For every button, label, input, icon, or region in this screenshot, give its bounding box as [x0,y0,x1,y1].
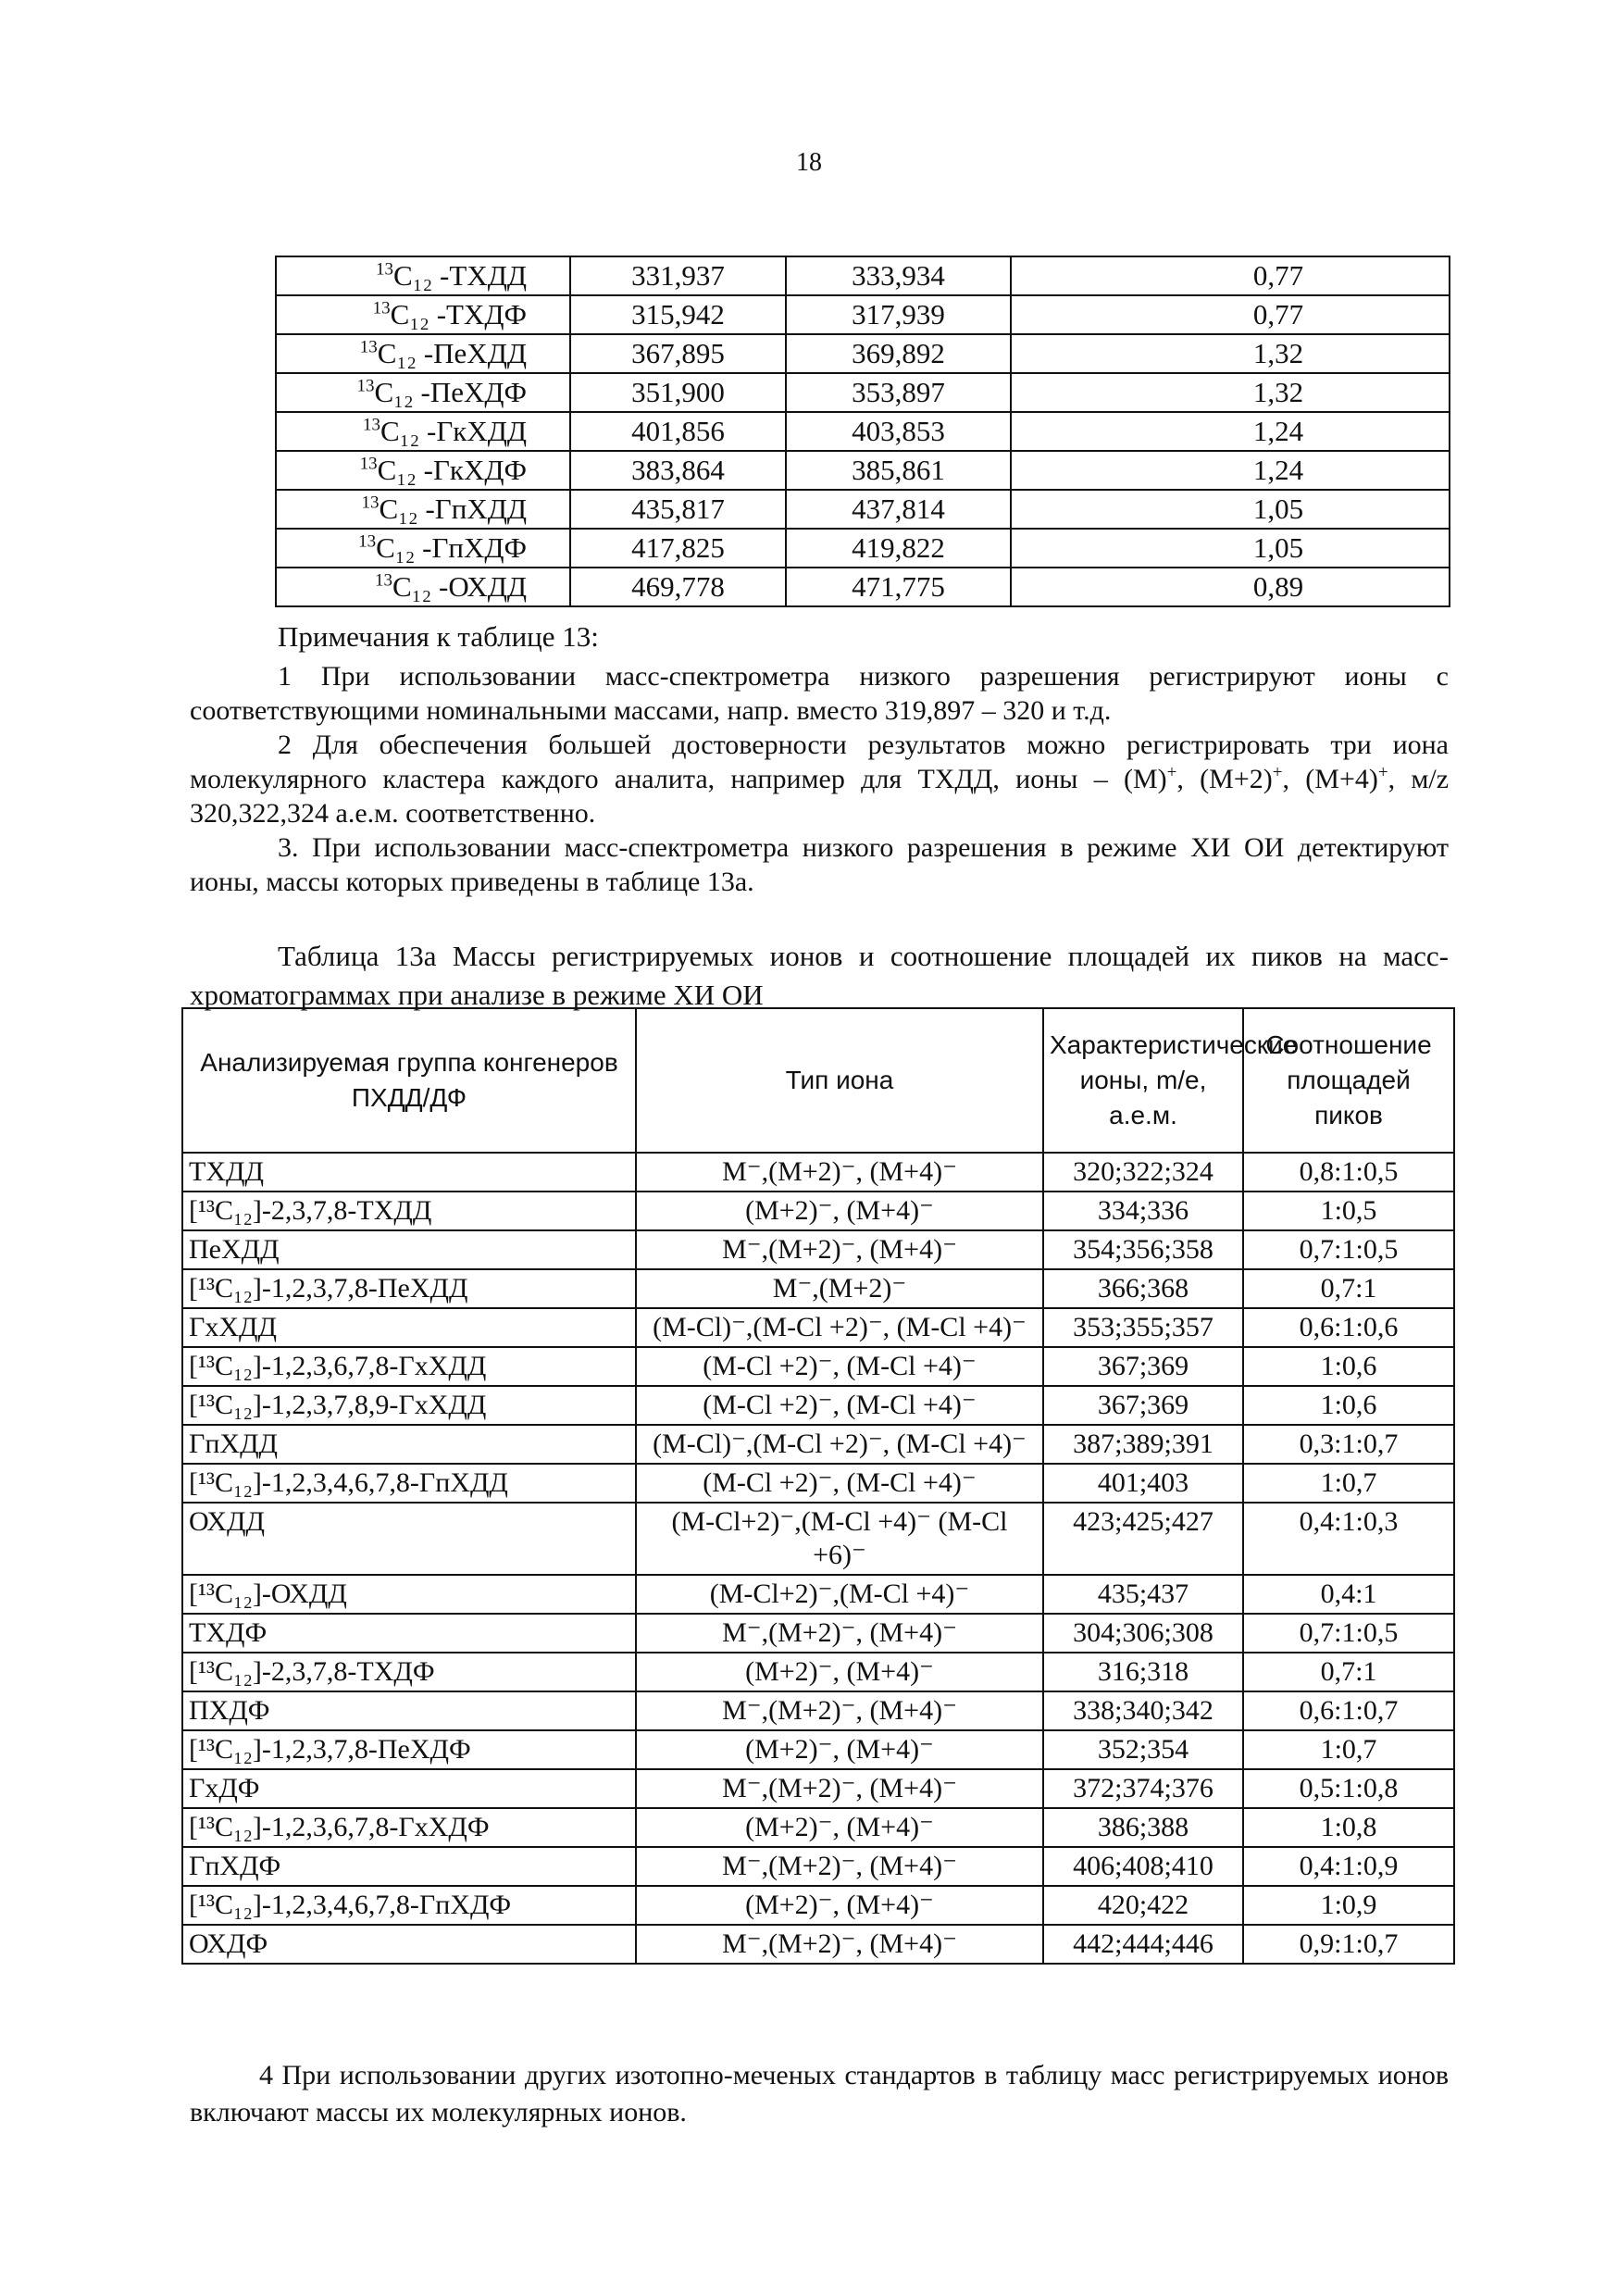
ratio-cell: 0,4:1 [1243,1575,1454,1614]
note-1: 1 При использовании масс-спектрометра низкого разрешения регистрируют ионы с соответствующими номинальными массами, напр. вместо 319,897 – 320 и т.д. [190,661,1449,726]
ratio-cell: 1:0,9 [1243,1886,1454,1925]
mass1-cell: 367,895 [570,334,786,373]
group-cell: [¹³C₁₂]-2,3,7,8-ТХДД [182,1192,636,1230]
group-cell: ГпХДФ [182,1847,636,1886]
group-cell: [¹³C₁₂]-1,2,3,4,6,7,8-ГпХДД [182,1464,636,1503]
group-cell: ПХДФ [182,1691,636,1730]
ratio-cell: 1:0,7 [1243,1730,1454,1769]
table-row [182,1847,1454,1886]
table-row [182,1269,1454,1308]
ions-cell: 423;425;427 [1043,1503,1243,1575]
group-cell: [¹³C₁₂]-1,2,3,6,7,8-ГхХДФ [182,1808,636,1847]
ion-type-cell: М⁻,(М+2)⁻ [636,1269,1043,1308]
ratio-cell: 0,5:1:0,8 [1243,1769,1454,1808]
ions-cell: 435;437 [1043,1575,1243,1614]
table-row [276,295,1450,334]
ions-cell: 353;355;357 [1043,1308,1243,1347]
ratio-cell: 1,05 [1011,529,1450,568]
ions-cell: 387;389;391 [1043,1425,1243,1464]
compound-cell: $^{13}$C₁₂ -ПеХДД [276,334,570,373]
ions-cell: 354;356;358 [1043,1230,1243,1269]
ions-cell: 367;369 [1043,1347,1243,1386]
ion-type-cell: (М+2)⁻, (М+4)⁻ [636,1730,1043,1769]
mass2-cell: 471,775 [786,568,1011,606]
ion-type-cell: (М-Cl+2)⁻,(М-Cl +4)⁻ (М-Cl +6)⁻ [636,1503,1043,1575]
ratio-cell: 1:0,8 [1243,1808,1454,1847]
header-ions: Характеристические ионы, m/e, а.е.м. [1043,1008,1243,1153]
ion-type-cell: М⁻,(М+2)⁻, (М+4)⁻ [636,1847,1043,1886]
group-cell: ГхДФ [182,1769,636,1808]
ratio-cell: 1:0,5 [1243,1192,1454,1230]
table-row [182,1386,1454,1425]
ratio-cell: 0,6:1:0,6 [1243,1308,1454,1347]
ions-cell: 366;368 [1043,1269,1243,1308]
table-row [276,334,1450,373]
group-cell: ОХДД [182,1503,636,1575]
ratio-cell: 0,89 [1011,568,1450,606]
ion-type-cell: (М+2)⁻, (М+4)⁻ [636,1192,1043,1230]
compound-cell: $^{13}$C₁₂ -ГпХДФ [276,529,570,568]
note-2: 2 Для обеспечения большей достоверности результатов можно регистрировать три иона молекулярного кластера каждого аналита, например для ТХДД, ионы – (М)+, (М+2)+, (М+4)+, м/z 320,322,324 а.е.м. соответственно. [190,730,1450,829]
table-row [182,1691,1454,1730]
ions-cell: 316;318 [1043,1653,1243,1691]
mass2-cell: 419,822 [786,529,1011,568]
table-row [182,1308,1454,1347]
mass1-cell: 331,937 [570,256,786,295]
compound-cell: $^{13}$C₁₂ -ГкХДФ [276,451,570,490]
mass1-cell: 417,825 [570,529,786,568]
table-row [182,1653,1454,1691]
mass1-cell: 351,900 [570,373,786,412]
group-cell: [¹³C₁₂]-1,2,3,6,7,8-ГхХДД [182,1347,636,1386]
table-row [276,451,1450,490]
notes-block [190,659,1449,899]
note-4-text: 4 При использовании других изотопно-меченых стандартов в таблицу масс регистрируемых ионов включают массы их молекулярных ионов. [190,2060,1449,2128]
ratio-cell: 0,4:1:0,9 [1243,1847,1454,1886]
ion-type-cell: М⁻,(М+2)⁻, (М+4)⁻ [636,1691,1043,1730]
group-cell: ГхХДД [182,1308,636,1347]
table-13a [181,1007,1455,1965]
table-row [182,1808,1454,1847]
ion-type-cell: (М-Cl +2)⁻, (М-Cl +4)⁻ [636,1386,1043,1425]
table-row [182,1192,1454,1230]
group-cell: [¹³C₁₂]-ОХДД [182,1575,636,1614]
table-row [182,1730,1454,1769]
ratio-cell: 1,32 [1011,373,1450,412]
table-13a-caption [190,937,1449,1015]
ion-type-cell: (М-Cl +2)⁻, (М-Cl +4)⁻ [636,1464,1043,1503]
ions-cell: 338;340;342 [1043,1691,1243,1730]
table-13 [275,256,1450,607]
ratio-cell: 0,6:1:0,7 [1243,1691,1454,1730]
table-row [182,1886,1454,1925]
table-row [276,568,1450,606]
ions-cell: 367;369 [1043,1386,1243,1425]
ratio-cell: 0,8:1:0,5 [1243,1153,1454,1192]
table-row [182,1153,1454,1192]
ion-type-cell: (М-Cl +2)⁻, (М-Cl +4)⁻ [636,1347,1043,1386]
ions-cell: 352;354 [1043,1730,1243,1769]
ions-cell: 406;408;410 [1043,1847,1243,1886]
group-cell: [¹³C₁₂]-1,2,3,7,8,9-ГхХДД [182,1386,636,1425]
mass2-cell: 369,892 [786,334,1011,373]
ratio-cell: 1,24 [1011,412,1450,451]
ratio-cell: 0,7:1:0,5 [1243,1230,1454,1269]
mass2-cell: 317,939 [786,295,1011,334]
group-cell: [¹³C₁₂]-2,3,7,8-ТХДФ [182,1653,636,1691]
group-cell: ГпХДД [182,1425,636,1464]
table-row [276,256,1450,295]
table-row [182,1925,1454,1964]
ions-cell: 386;388 [1043,1808,1243,1847]
group-cell: ТХДД [182,1153,636,1192]
ratio-cell: 0,4:1:0,3 [1243,1503,1454,1575]
ratio-cell: 1,05 [1011,490,1450,529]
ratio-cell: 1:0,7 [1243,1464,1454,1503]
mass1-cell: 435,817 [570,490,786,529]
mass2-cell: 333,934 [786,256,1011,295]
mass1-cell: 383,864 [570,451,786,490]
ratio-cell: 0,77 [1011,295,1450,334]
ions-cell: 420;422 [1043,1886,1243,1925]
ions-cell: 334;336 [1043,1192,1243,1230]
mass2-cell: 437,814 [786,490,1011,529]
note-3: 3. При использовании масс-спектрометра низкого разрешения в режиме ХИ ОИ детектируют ионы, массы которых приведены в таблице 13а. [190,832,1449,897]
ion-type-cell: М⁻,(М+2)⁻, (М+4)⁻ [636,1769,1043,1808]
note-4 [190,2057,1449,2131]
compound-cell: $^{13}$C₁₂ -ТХДД [276,256,570,295]
table-13a-header [182,1008,1454,1153]
ions-cell: 442;444;446 [1043,1925,1243,1964]
ratio-cell: 0,7:1 [1243,1653,1454,1691]
ion-type-cell: (М-Cl)⁻,(М-Cl +2)⁻, (М-Cl +4)⁻ [636,1425,1043,1464]
group-cell: [¹³C₁₂]-1,2,3,7,8-ПеХДД [182,1269,636,1308]
ratio-cell: 0,9:1:0,7 [1243,1925,1454,1964]
ratio-cell: 0,7:1:0,5 [1243,1614,1454,1653]
ratio-cell: 0,7:1 [1243,1269,1454,1308]
compound-cell: $^{13}$C₁₂ -ГпХДД [276,490,570,529]
table-row [182,1347,1454,1386]
compound-cell: $^{13}$C₁₂ -ТХДФ [276,295,570,334]
ion-type-cell: (М-Cl+2)⁻,(М-Cl +4)⁻ [636,1575,1043,1614]
group-cell: [¹³C₁₂]-1,2,3,4,6,7,8-ГпХДФ [182,1886,636,1925]
ratio-cell: 0,77 [1011,256,1450,295]
mass1-cell: 315,942 [570,295,786,334]
ratio-cell: 1,32 [1011,334,1450,373]
ions-cell: 372;374;376 [1043,1769,1243,1808]
mass2-cell: 385,861 [786,451,1011,490]
header-group: Анализируемая группа конгенеров ПХДД/ДФ [182,1008,636,1153]
group-cell: ОХДФ [182,1925,636,1964]
mass1-cell: 401,856 [570,412,786,451]
ion-type-cell: (М-Cl)⁻,(М-Cl +2)⁻, (М-Cl +4)⁻ [636,1308,1043,1347]
header-ratio: Соотношение площадей пиков [1243,1008,1454,1153]
ion-type-cell: М⁻,(М+2)⁻, (М+4)⁻ [636,1614,1043,1653]
table-row [182,1503,1454,1575]
group-cell: ПеХДД [182,1230,636,1269]
compound-cell: $^{13}$C₁₂ -ПеХДФ [276,373,570,412]
table-row [182,1769,1454,1808]
table-row [182,1464,1454,1503]
page-number: 18 [796,148,822,177]
table-row [182,1230,1454,1269]
ratio-cell: 1:0,6 [1243,1386,1454,1425]
ion-type-cell: М⁻,(М+2)⁻, (М+4)⁻ [636,1153,1043,1192]
compound-cell: $^{13}$C₁₂ -ОХДД [276,568,570,606]
ion-type-cell: (М+2)⁻, (М+4)⁻ [636,1886,1043,1925]
mass1-cell: 469,778 [570,568,786,606]
ratio-cell: 1,24 [1011,451,1450,490]
compound-cell: $^{13}$C₁₂ -ГкХДД [276,412,570,451]
caption-text: Таблица 13а Массы регистрируемых ионов и соотношение площадей их пиков на масс-хроматограммах при анализе в режиме ХИ ОИ [190,940,1449,1011]
ions-cell: 304;306;308 [1043,1614,1243,1653]
table-row [276,490,1450,529]
table-row [276,373,1450,412]
ion-type-cell: М⁻,(М+2)⁻, (М+4)⁻ [636,1230,1043,1269]
notes-title: Примечания к таблице 13: [278,620,599,653]
group-cell: [¹³C₁₂]-1,2,3,7,8-ПеХДФ [182,1730,636,1769]
group-cell: ТХДФ [182,1614,636,1653]
ratio-cell: 0,3:1:0,7 [1243,1425,1454,1464]
mass2-cell: 353,897 [786,373,1011,412]
table-row [276,529,1450,568]
ion-type-cell: (М+2)⁻, (М+4)⁻ [636,1653,1043,1691]
ions-cell: 401;403 [1043,1464,1243,1503]
ion-type-cell: М⁻,(М+2)⁻, (М+4)⁻ [636,1925,1043,1964]
ratio-cell: 1:0,6 [1243,1347,1454,1386]
table-row [182,1425,1454,1464]
ions-cell: 320;322;324 [1043,1153,1243,1192]
table-row [182,1614,1454,1653]
header-ion-type: Тип иона [636,1008,1043,1153]
ion-type-cell: (М+2)⁻, (М+4)⁻ [636,1808,1043,1847]
table-row [276,412,1450,451]
table-row [182,1575,1454,1614]
mass2-cell: 403,853 [786,412,1011,451]
